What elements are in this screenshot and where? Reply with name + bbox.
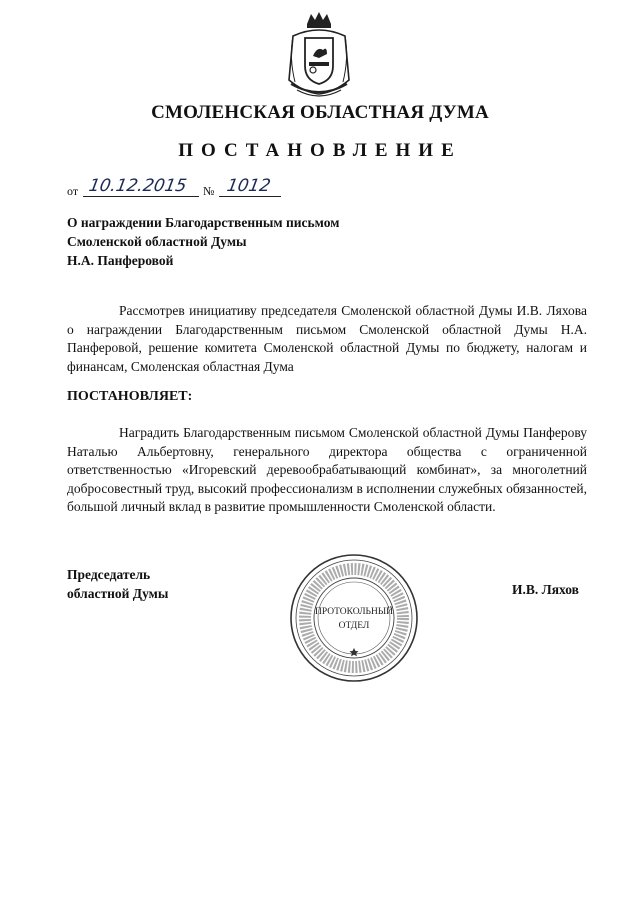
subject-line: Н.А. Панферовой — [67, 253, 174, 268]
stamp-center-line: ОТДЕЛ — [338, 621, 370, 631]
signer-title-line: областной Думы — [67, 586, 169, 601]
signer-title-line: Председатель — [67, 567, 151, 582]
date-from-label: от — [67, 184, 79, 198]
date-number-line — [67, 176, 287, 200]
number-label: № — [203, 184, 215, 198]
resolves-heading: ПОСТАНОВЛЯЕТ: — [67, 389, 193, 404]
signer-title — [67, 565, 168, 603]
subject-line: Смоленской областной Думы — [67, 234, 247, 249]
resolution-text: Наградить Благодарственным письмом Смоленской областной Думы Панферову Наталью Альбертовну, генерального директора общества с ограниченной ответственностью «Игоревский деревообрабатывающий комбинат», за многолетний добросовестный труд, высокий профессионализм в исполнении служебных обязанностей, большой личный вклад в развитие промышленности Смоленской области. — [67, 425, 587, 514]
preamble-paragraph — [67, 302, 587, 376]
signer-name: И.В. Ляхов — [512, 582, 579, 597]
preamble-text: Рассмотрев инициативу председателя Смоленской областной Думы И.В. Ляхова о награждении Благодарственным письмом Смоленской областной Думы Н.А. Панферовой, решение комитета Смоленской областной Думы по бюджету, налогам и финансам, Смоленская областная Дума — [67, 303, 587, 374]
number-value: 1012 — [225, 176, 273, 196]
resolution-paragraph — [67, 424, 587, 517]
subject-line: О награждении Благодарственным письмом — [67, 215, 340, 230]
document-type: ПОСТАНОВЛЕНИЕ — [178, 140, 462, 161]
date-underline — [83, 196, 199, 197]
number-underline — [219, 196, 281, 197]
document-subject — [67, 213, 339, 270]
date-value: 10.12.2015 — [87, 176, 189, 196]
organization-title: СМОЛЕНСКАЯ ОБЛАСТНАЯ ДУМА — [151, 102, 489, 123]
official-seal-icon — [288, 552, 420, 684]
coat-of-arms-icon — [283, 10, 355, 98]
stamp-center-line: ПРОТОКОЛЬНЫЙ — [314, 607, 394, 617]
